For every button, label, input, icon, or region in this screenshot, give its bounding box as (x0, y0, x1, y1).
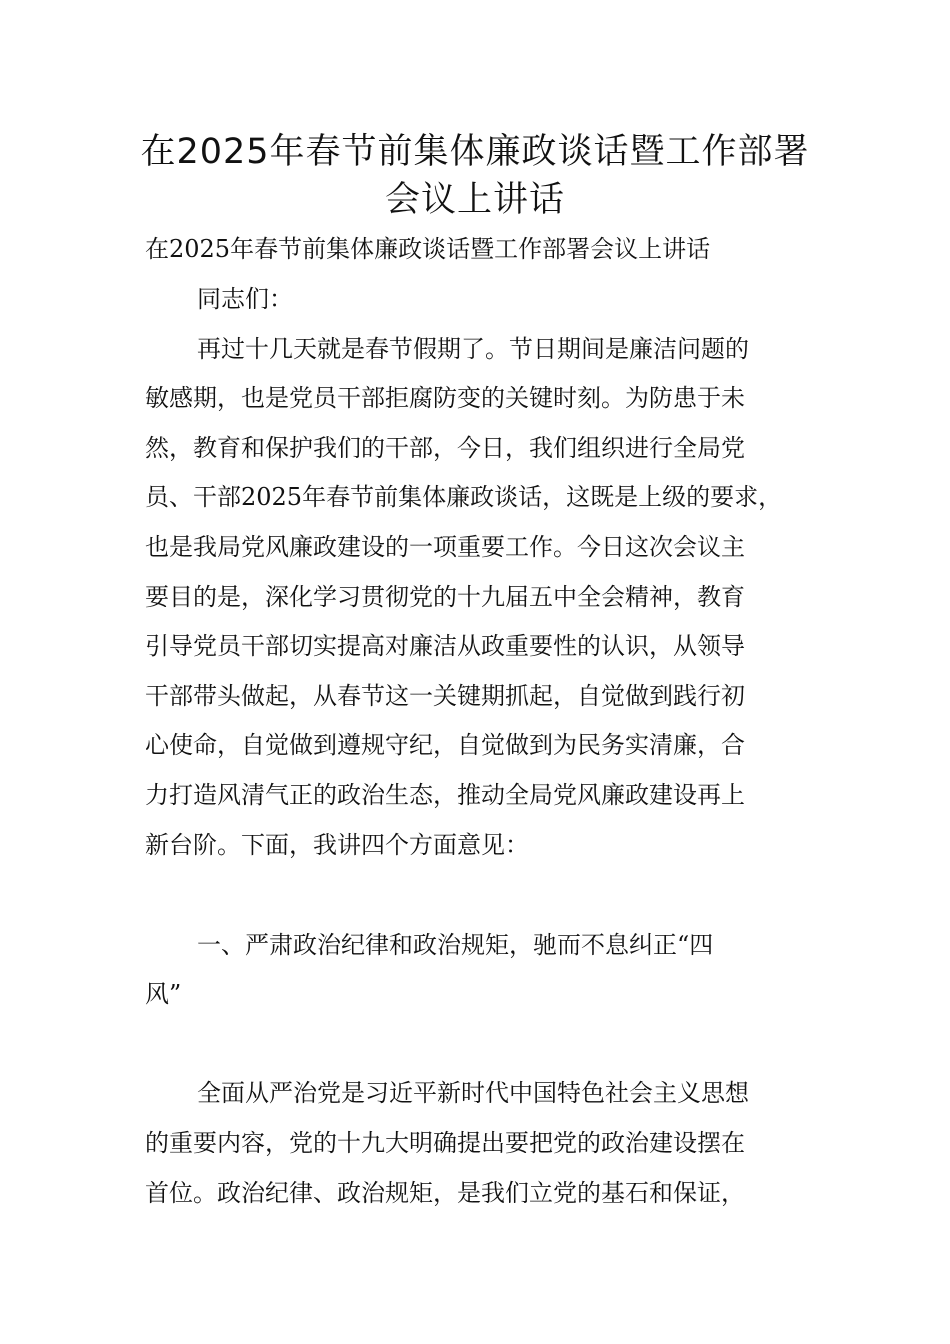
paragraph-2-line: 首位。政治纪律、政治规矩，是我们立党的基石和保证， (145, 1179, 745, 1207)
paragraph-2-line: 的重要内容，党的十九大明确提出要把党的政治建设摆在 (145, 1129, 745, 1157)
paragraph-1-line: 也是我局党风廉政建设的一项重要工作。今日这次会议主 (145, 533, 745, 561)
salutation: 同志们： (197, 285, 293, 313)
document-subtitle: 在2025年春节前集体廉政谈话暨工作部署会议上讲话 (145, 235, 711, 263)
paragraph-1-line: 敏感期，也是党员干部拒腐防变的关键时刻。为防患于未 (145, 384, 745, 412)
document-title-line-1: 在2025年春节前集体廉政谈话暨工作部署 (140, 132, 810, 172)
section-heading-line: 风” (145, 980, 182, 1008)
paragraph-1-line: 然，教育和保护我们的干部，今日，我们组织进行全局党 (145, 434, 745, 462)
section-heading-line: 一、严肃政治纪律和政治规矩，驰而不息纠正“四 (197, 931, 714, 959)
paragraph-1-line: 力打造风清气正的政治生态，推动全局党风廉政建设再上 (145, 781, 745, 809)
paragraph-1-line: 心使命，自觉做到遵规守纪，自觉做到为民务实清廉，合 (145, 731, 745, 759)
paragraph-1-line: 再过十几天就是春节假期了。节日期间是廉洁问题的 (197, 335, 749, 363)
paragraph-1-line: 要目的是，深化学习贯彻党的十九届五中全会精神，教育 (145, 583, 745, 611)
paragraph-1-line: 新台阶。下面，我讲四个方面意见： (145, 831, 529, 859)
paragraph-1-line: 引导党员干部切实提高对廉洁从政重要性的认识，从领导 (145, 632, 745, 660)
paragraph-1-line: 员、干部2025年春节前集体廉政谈话，这既是上级的要求， (145, 483, 783, 511)
paragraph-2-line: 全面从严治党是习近平新时代中国特色社会主义思想 (197, 1079, 749, 1107)
document-title-line-2: 会议上讲话 (384, 180, 565, 220)
paragraph-1-line: 干部带头做起，从春节这一关键期抓起，自觉做到践行初 (145, 682, 745, 710)
